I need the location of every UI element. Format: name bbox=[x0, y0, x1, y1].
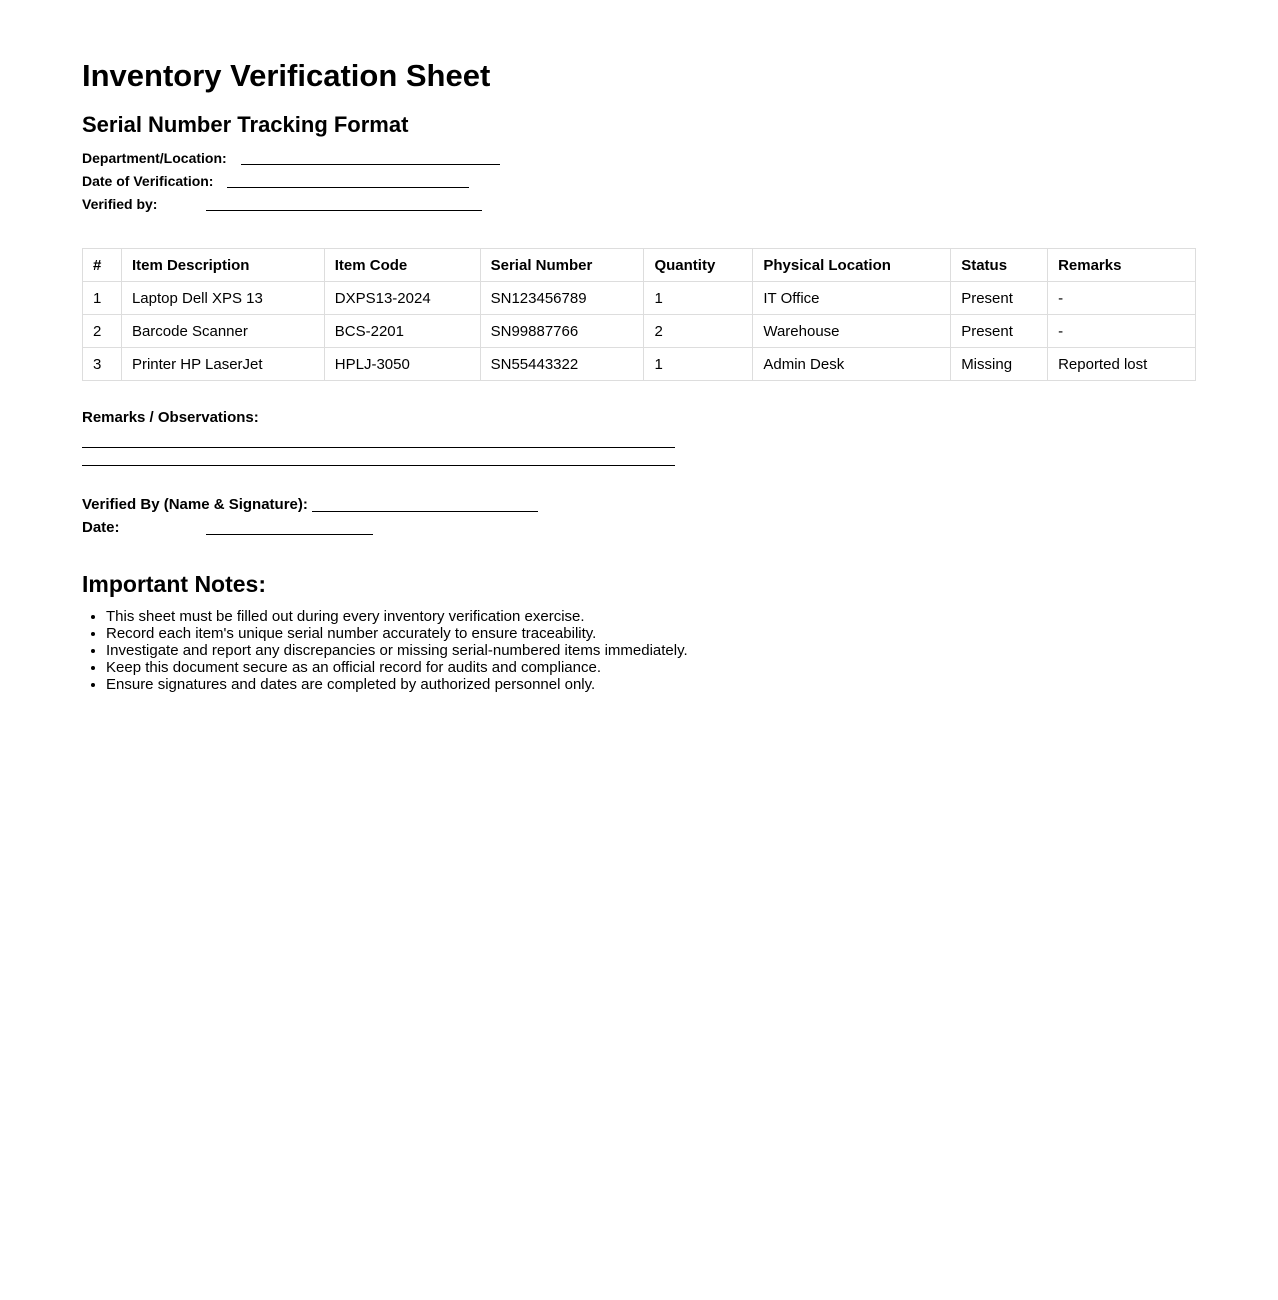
column-header: Quantity bbox=[644, 249, 753, 282]
notes-list bbox=[82, 608, 688, 693]
table-cell: HPLJ-3050 bbox=[324, 348, 480, 381]
verified-by-label: Verified by: bbox=[82, 196, 158, 212]
table-cell: Barcode Scanner bbox=[121, 315, 324, 348]
table-cell: Printer HP LaserJet bbox=[121, 348, 324, 381]
table-cell: 2 bbox=[83, 315, 122, 348]
table-cell: 1 bbox=[644, 348, 753, 381]
list-item: • This sheet must be filled out during every inventory verification exercise. bbox=[106, 608, 688, 625]
table-cell: SN99887766 bbox=[480, 315, 644, 348]
table-cell: 1 bbox=[83, 282, 122, 315]
department-label: Department/Location: bbox=[82, 150, 227, 166]
list-item: • Investigate and report any discrepancies or missing serial-numbered items immediately. bbox=[106, 642, 688, 659]
column-header: Remarks bbox=[1048, 249, 1196, 282]
table-cell: SN123456789 bbox=[480, 282, 644, 315]
table-cell: Laptop Dell XPS 13 bbox=[121, 282, 324, 315]
column-header: Physical Location bbox=[753, 249, 951, 282]
column-header: Serial Number bbox=[480, 249, 644, 282]
remarks-label: Remarks / Observations: bbox=[82, 409, 259, 426]
table-cell: 1 bbox=[644, 282, 753, 315]
list-item: • Ensure signatures and dates are completed by authorized personnel only. bbox=[106, 676, 688, 693]
table-cell: - bbox=[1048, 315, 1196, 348]
column-header: # bbox=[83, 249, 122, 282]
table-cell: DXPS13-2024 bbox=[324, 282, 480, 315]
signature-date-blank-line[interactable] bbox=[206, 534, 373, 535]
table-cell: Present bbox=[951, 315, 1048, 348]
table-cell: 3 bbox=[83, 348, 122, 381]
department-blank-line[interactable] bbox=[241, 164, 500, 165]
signature-date-label: Date: bbox=[82, 519, 120, 536]
table-cell: Missing bbox=[951, 348, 1048, 381]
table-cell: IT Office bbox=[753, 282, 951, 315]
page-title: Inventory Verification Sheet bbox=[82, 58, 491, 93]
signature-label: Verified By (Name & Signature): bbox=[82, 496, 308, 513]
table-row bbox=[83, 315, 1196, 348]
list-item: • Keep this document secure as an official record for audits and compliance. bbox=[106, 659, 688, 676]
verification-date-blank-line[interactable] bbox=[227, 187, 469, 188]
signature-blank-line[interactable] bbox=[312, 511, 538, 512]
table-cell: SN55443322 bbox=[480, 348, 644, 381]
table-cell: Admin Desk bbox=[753, 348, 951, 381]
table-cell: Warehouse bbox=[753, 315, 951, 348]
verified-by-blank-line[interactable] bbox=[206, 210, 482, 211]
column-header: Item Code bbox=[324, 249, 480, 282]
table-cell: 2 bbox=[644, 315, 753, 348]
remarks-blank-line[interactable] bbox=[82, 447, 675, 448]
remarks-blank-line[interactable] bbox=[82, 465, 675, 466]
table-cell: Reported lost bbox=[1048, 348, 1196, 381]
inventory-table bbox=[82, 248, 1196, 381]
list-item: • Record each item's unique serial number accurately to ensure traceability. bbox=[106, 625, 688, 642]
table-row bbox=[83, 282, 1196, 315]
table-row bbox=[83, 348, 1196, 381]
table-header-row bbox=[83, 249, 1196, 282]
column-header: Item Description bbox=[121, 249, 324, 282]
verification-date-label: Date of Verification: bbox=[82, 173, 214, 189]
column-header: Status bbox=[951, 249, 1048, 282]
table-cell: - bbox=[1048, 282, 1196, 315]
table-cell: BCS-2201 bbox=[324, 315, 480, 348]
page-subtitle: Serial Number Tracking Format bbox=[82, 112, 409, 137]
table-cell: Present bbox=[951, 282, 1048, 315]
notes-title: Important Notes: bbox=[82, 571, 266, 597]
